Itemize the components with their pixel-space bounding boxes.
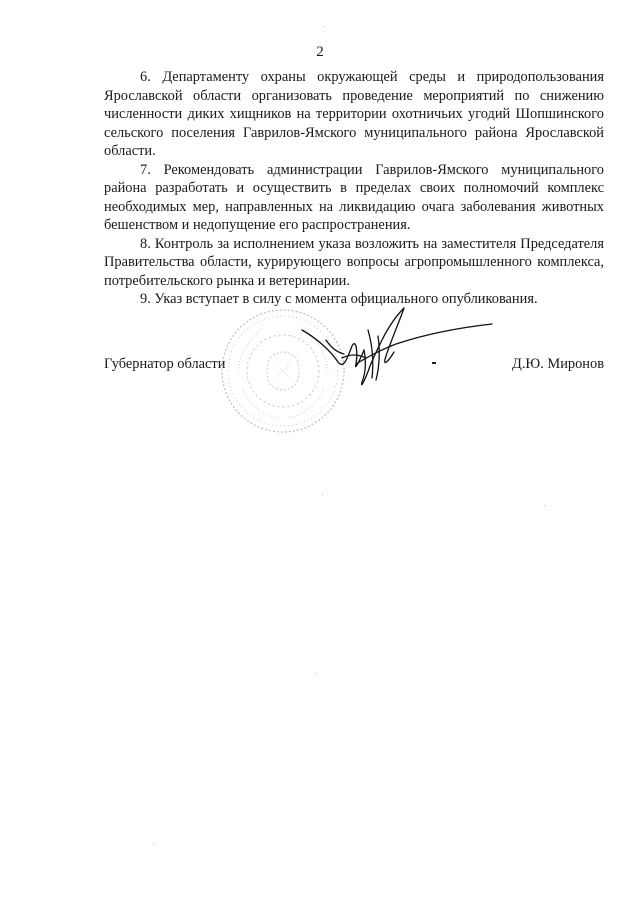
signature-icon [296, 300, 506, 400]
scan-speck [153, 844, 154, 845]
document-body [104, 68, 604, 309]
paragraph-8: 8. Контроль за исполнением указа возложить на заместителя Председателя Правительства области, курирующего вопросы агропромышленного комплекса, потребительского рынка и ветеринарии. [104, 235, 604, 289]
scan-speck [316, 673, 317, 674]
paragraph-6: 6. Департаменту охраны окружающей среды и природопользования Ярославской области организовать проведение мероприятий по снижению численности диких хищников на территории охотничьих угодий Шопшинского сельского поселения Гаврилов-Ямского муниципального района Ярославской области. [104, 69, 604, 159]
signer-name: Д.Ю. Миронов [512, 356, 604, 372]
signature-block [104, 356, 604, 376]
scan-speck [322, 494, 323, 495]
paragraph-9: 9. Указ вступает в силу с момента официального опубликования. [140, 291, 538, 307]
ink-mark [432, 362, 436, 364]
paragraph-7: 7. Рекомендовать администрации Гаврилов-Ямского муниципального района разработать и осуществить в пределах своих полномочий комплекс необходимых мер, направленных на ликвидацию очага заболевания животных бешенством и недопущение его распространения. [104, 161, 604, 233]
scan-speck [544, 505, 545, 506]
page-number: 2 [316, 44, 324, 60]
signer-title: Губернатор области [104, 356, 226, 372]
scan-speck [324, 26, 325, 27]
